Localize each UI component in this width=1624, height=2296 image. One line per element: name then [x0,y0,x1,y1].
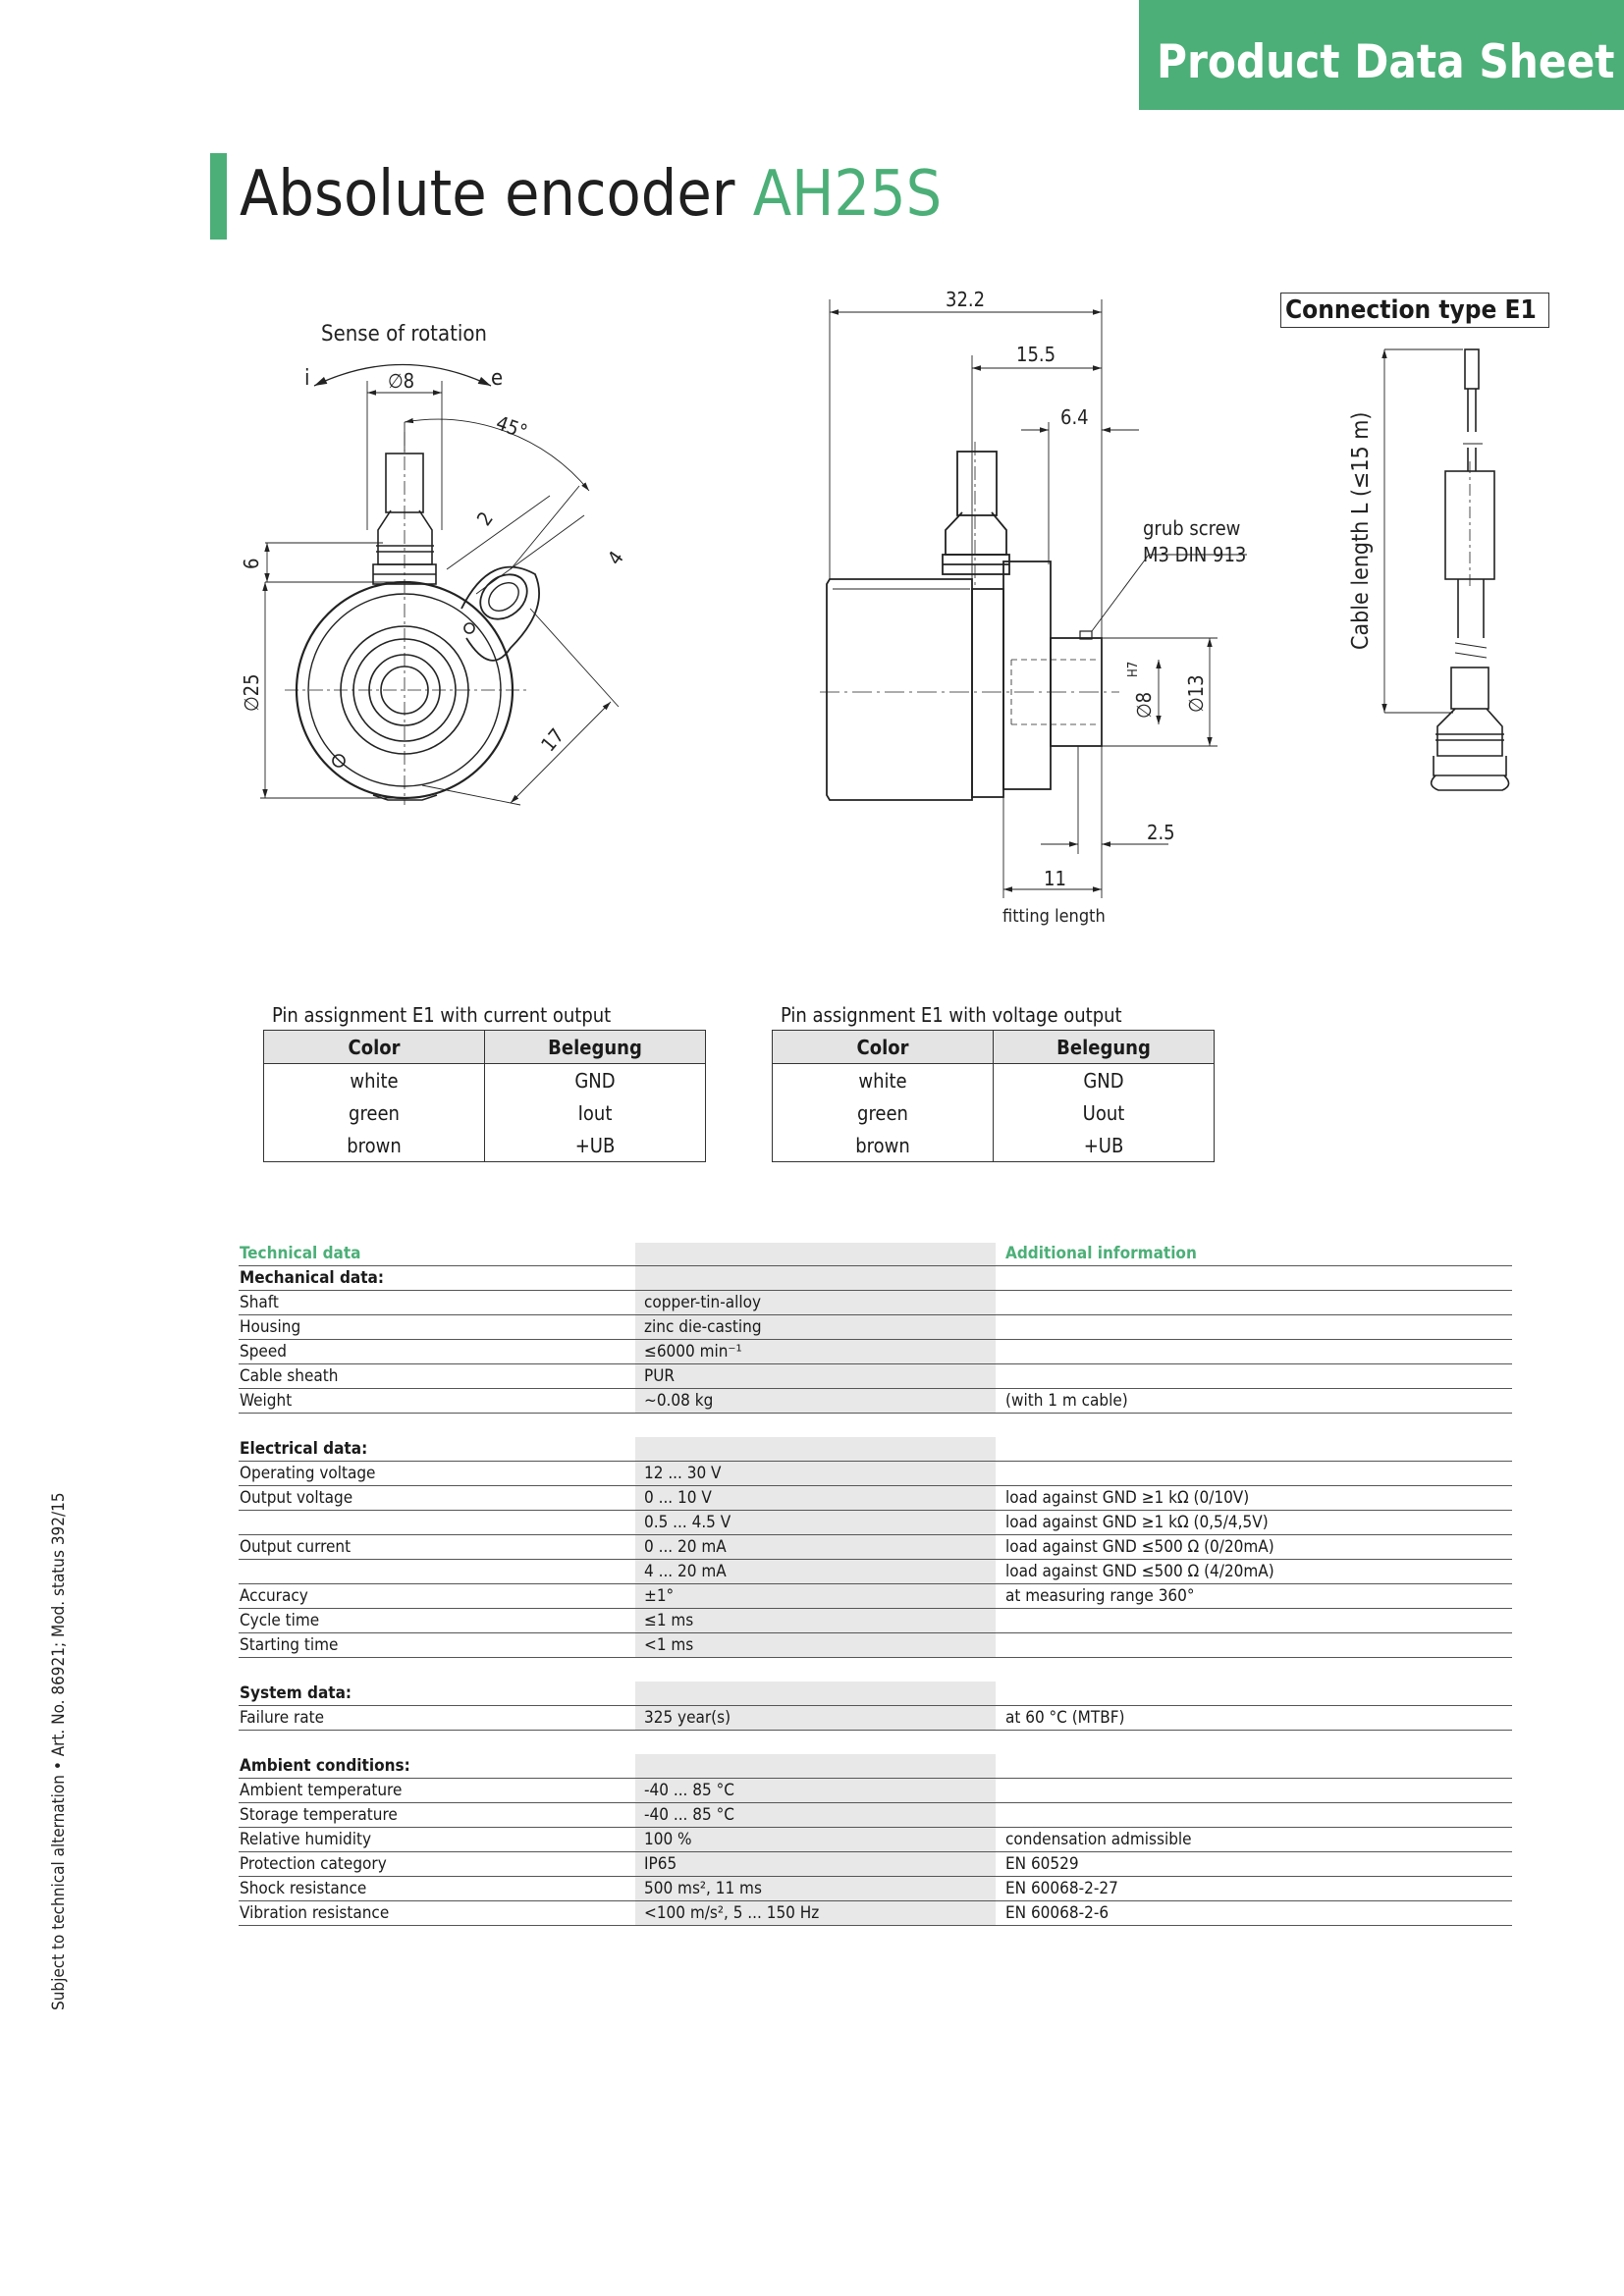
pin-header-belegung: Belegung [994,1031,1215,1064]
table-row [239,1877,1512,1901]
property-name: Housing [240,1317,301,1337]
pin-signal: +UB [994,1129,1215,1162]
table-row [239,1584,1512,1609]
table-row [239,1511,1512,1535]
dir-e-label: e [491,366,504,391]
property-name: Storage temperature [240,1805,398,1825]
table-row [239,1828,1512,1852]
property-info [996,1803,1512,1827]
section-title-row [239,1266,1512,1291]
section-spacer [239,1658,1512,1682]
table-row [239,1486,1512,1511]
pin-signal: GND [994,1064,1215,1097]
section-spacer [239,1414,1512,1437]
property-info: EN 60529 [1005,1854,1079,1874]
property-info: condensation admissible [1005,1830,1192,1849]
property-name: Ambient temperature [240,1781,403,1800]
pin-table-current [263,1030,706,1162]
property-name: Failure rate [240,1708,325,1728]
pin-header-belegung: Belegung [485,1031,706,1064]
property-info [996,1291,1512,1314]
grub-screw-spec: M3 DIN 913 [1143,543,1247,566]
pin-color: green [264,1096,485,1129]
pin-header-color: Color [773,1031,994,1064]
pin-color: white [264,1064,485,1097]
property-value: <1 ms [635,1633,996,1657]
property-info [996,1779,1512,1802]
h7-tolerance: H7 [1126,661,1141,677]
property-value: ±1° [635,1584,996,1608]
table-row [239,1779,1512,1803]
property-info: load against GND ≤500 Ω (4/20mA) [1005,1562,1274,1581]
dim-2-5: 2.5 [1147,821,1175,844]
dim-45-angle: 45° [493,410,531,444]
section-title: Ambient conditions: [240,1756,410,1776]
fitting-length-label: fitting length [1002,906,1106,927]
dim-15-5: 15.5 [1016,343,1056,366]
pin-signal: Iout [485,1096,706,1129]
table-row [239,1535,1512,1560]
pin-signal: +UB [485,1129,706,1162]
table-row [239,1389,1512,1414]
property-name: Relative humidity [240,1830,371,1849]
table-row [239,1706,1512,1731]
pin-color: green [773,1096,994,1129]
property-info: EN 60068-2-27 [1005,1879,1118,1898]
property-name: Starting time [240,1635,339,1655]
pin-header-color: Color [264,1031,485,1064]
dim-2: 2 [471,507,498,530]
pin-table-current-caption: Pin assignment E1 with current output [272,1003,612,1027]
pin-signal: GND [485,1064,706,1097]
property-info: load against GND ≥1 kΩ (0,5/4,5V) [1005,1513,1269,1532]
title-prefix: Absolute encoder [240,158,735,231]
property-value: 325 year(s) [635,1706,996,1730]
table-row [239,1340,1512,1364]
property-value: ~0.08 kg [635,1389,996,1413]
property-value: 0 ... 20 mA [635,1535,996,1559]
table-row [264,1129,706,1162]
table-row [264,1064,706,1097]
property-value: 0 ... 10 V [635,1486,996,1510]
property-name: Protection category [240,1854,387,1874]
property-value: IP65 [635,1852,996,1876]
table-row [239,1901,1512,1926]
sense-of-rotation-label: Sense of rotation [321,322,487,347]
property-name [239,1560,635,1583]
pin-color: brown [773,1129,994,1162]
dim-32-2: 32.2 [946,288,986,311]
technical-data-header [239,1243,1512,1266]
property-info [996,1462,1512,1485]
dim-6: 6 [240,558,263,569]
property-info [996,1340,1512,1363]
property-name: Output current [240,1537,352,1557]
section-title: Electrical data: [240,1439,368,1459]
table-row [239,1609,1512,1633]
dim-6-4: 6.4 [1060,405,1089,429]
section-title: System data: [240,1683,352,1703]
property-value: <100 m/s², 5 ... 150 Hz [635,1901,996,1925]
grub-screw-label: grub screw [1143,516,1241,540]
property-info [996,1609,1512,1632]
property-value: copper-tin-alloy [635,1291,996,1314]
property-value: 0.5 ... 4.5 V [635,1511,996,1534]
side-note: Subject to technical alternation • Art. No. 86921; Mod. status 392/15 [49,1492,69,2010]
property-value: 12 ... 30 V [635,1462,996,1485]
pin-signal: Uout [994,1096,1215,1129]
technical-data-table [239,1243,1512,1926]
technical-data-body [239,1266,1512,1926]
side-housing [827,579,972,800]
technical-data-heading: Technical data [240,1244,361,1263]
additional-info-heading: Additional information [1005,1244,1197,1263]
title-model: AH25S [752,158,943,231]
pin-table-voltage-caption: Pin assignment E1 with voltage output [781,1003,1122,1027]
table-row [773,1096,1215,1129]
table-row [239,1803,1512,1828]
dim-d8-front: ∅8 [388,369,415,393]
property-name: Vibration resistance [240,1903,390,1923]
section-title-row [239,1754,1512,1779]
section-spacer [239,1731,1512,1754]
dir-i-label: i [304,366,310,391]
property-name: Shock resistance [240,1879,367,1898]
table-row [773,1064,1215,1097]
side-view [820,299,1247,898]
connection-type-label: Connection type E1 [1280,293,1549,328]
table-row [239,1633,1512,1658]
section-title-row [239,1682,1512,1706]
property-info: at measuring range 360° [1005,1586,1195,1606]
property-value: 100 % [635,1828,996,1851]
property-name: Weight [240,1391,293,1411]
dim-17: 17 [536,723,569,757]
property-name: Output voltage [240,1488,353,1508]
dim-d25: ∅25 [240,673,263,712]
property-value: zinc die-casting [635,1315,996,1339]
table-row [239,1852,1512,1877]
property-info: load against GND ≥1 kΩ (0/10V) [1005,1488,1250,1508]
table-row [239,1291,1512,1315]
connection-drawing [1384,349,1509,790]
property-value: ≤1 ms [635,1609,996,1632]
cable-length-label: Cable length L (≤15 m) [1348,411,1374,650]
property-info [996,1364,1512,1388]
dim-d8-h7: ∅8 [1132,691,1156,719]
dim-4: 4 [602,546,628,569]
property-info: at 60 °C (MTBF) [1005,1708,1125,1728]
property-value: PUR [635,1364,996,1388]
property-name [239,1511,635,1534]
property-value: ≤6000 min⁻¹ [635,1340,996,1363]
dim-d13: ∅13 [1184,674,1208,713]
property-info: load against GND ≤500 Ω (0/20mA) [1005,1537,1274,1557]
property-name: Operating voltage [240,1464,376,1483]
banner-text: Product Data Sheet [1157,35,1615,89]
table-row [264,1096,706,1129]
property-name: Shaft [240,1293,279,1312]
table-row [239,1560,1512,1584]
section-title-row [239,1437,1512,1462]
property-value: -40 ... 85 °C [635,1779,996,1802]
property-name: Cable sheath [240,1366,339,1386]
property-name: Accuracy [240,1586,308,1606]
pin-color: brown [264,1129,485,1162]
property-name: Speed [240,1342,287,1362]
table-row [773,1129,1215,1162]
dim-11: 11 [1044,867,1066,890]
property-value: -40 ... 85 °C [635,1803,996,1827]
mounting-lug [461,567,539,661]
table-row [239,1364,1512,1389]
pin-color: white [773,1064,994,1097]
property-name: Cycle time [240,1611,320,1630]
table-row [239,1315,1512,1340]
property-info [996,1315,1512,1339]
property-value: 4 ... 20 mA [635,1560,996,1583]
property-info: (with 1 m cable) [1005,1391,1128,1411]
property-value: 500 ms², 11 ms [635,1877,996,1900]
property-info: EN 60068-2-6 [1005,1903,1110,1923]
table-row [239,1462,1512,1486]
property-info [996,1633,1512,1657]
technical-drawing [0,0,1624,942]
section-title: Mechanical data: [240,1268,384,1288]
pin-table-voltage [772,1030,1215,1162]
